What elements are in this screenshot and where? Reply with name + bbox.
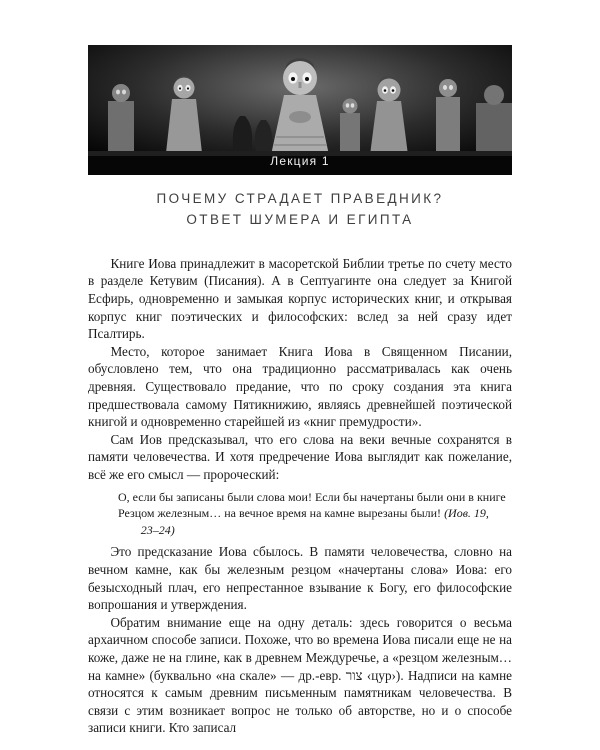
body-paragraph: Это предсказание Иова сбылось. В памяти человечества, словно на вечном камне, как бы железным резцом «начертаны слова» Иова: его безысходный плач, его непрестанное взывание к Богу, его философские вопрошания и утверждения. <box>88 544 512 613</box>
body-paragraph: Сам Иов предсказывал, что его слова на веки вечные сохранятся в памяти человечества. И хотя предречение Иова выглядит как пожелание, всё же его смысл — пророческий: <box>88 431 512 482</box>
book-page <box>88 45 512 737</box>
chapter-title-line1: ПОЧЕМУ СТРАДАЕТ ПРАВЕДНИК? <box>156 191 444 206</box>
body-paragraph: Место, которое занимает Книга Иова в Священном Писании, обусловлено тем, что она традиционно рассматривалась как очень древняя. Существовало предание, что по сроку создания эта книга предшествовала самому Пятикнижию, являясь древнейшей поэтической книгой и одновременно старейшей из «книг премудрости». <box>88 343 512 430</box>
quote-line: О, если бы записаны были слова мои! Если бы начертаны были они в книге <box>118 489 506 504</box>
body-paragraph: Книге Иова принадлежит в масоретской Библии третье по счету место в разделе Кетувим (Писания). А в Септуагинте она следует за Книгой Есфирь, одновременно и замыкая корпус исторических книг, и открывая корпус книг поэтических и философских: вслед за ней сразу идет Псалтирь. <box>88 255 512 342</box>
statue-mid-small <box>340 99 360 154</box>
header-photo <box>88 45 512 175</box>
quote-reference: (Иов. 19, 23–24) <box>140 506 489 537</box>
quote-line <box>118 505 506 538</box>
body-text <box>88 255 512 737</box>
chapter-title-line2: ОТВЕТ ШУМЕРА И ЕГИПТА <box>186 211 414 227</box>
scripture-quote <box>118 489 506 539</box>
chapter-title <box>88 189 512 231</box>
body-paragraph: Обратим внимание еще на одну деталь: здесь говорится о весьма архаичном способе записи. Похоже, что во времена Иова писали еще не на коже, даже не на глине, как в древнем Междуречье, а «резцом железным… на камне» (буквально «на скале» — др.-евр. צור ‹цур›). Надписи на камне относятся к самым древним письменным памятникам человечества. В связи с этим возникает вопрос не только об авторстве, но и о способе записи книги. Кто записал <box>88 614 512 736</box>
lecture-label: Лекция 1 <box>270 154 330 168</box>
quote-line-text: Резцом железным… на вечное время на камне вырезаны были! <box>118 506 442 521</box>
